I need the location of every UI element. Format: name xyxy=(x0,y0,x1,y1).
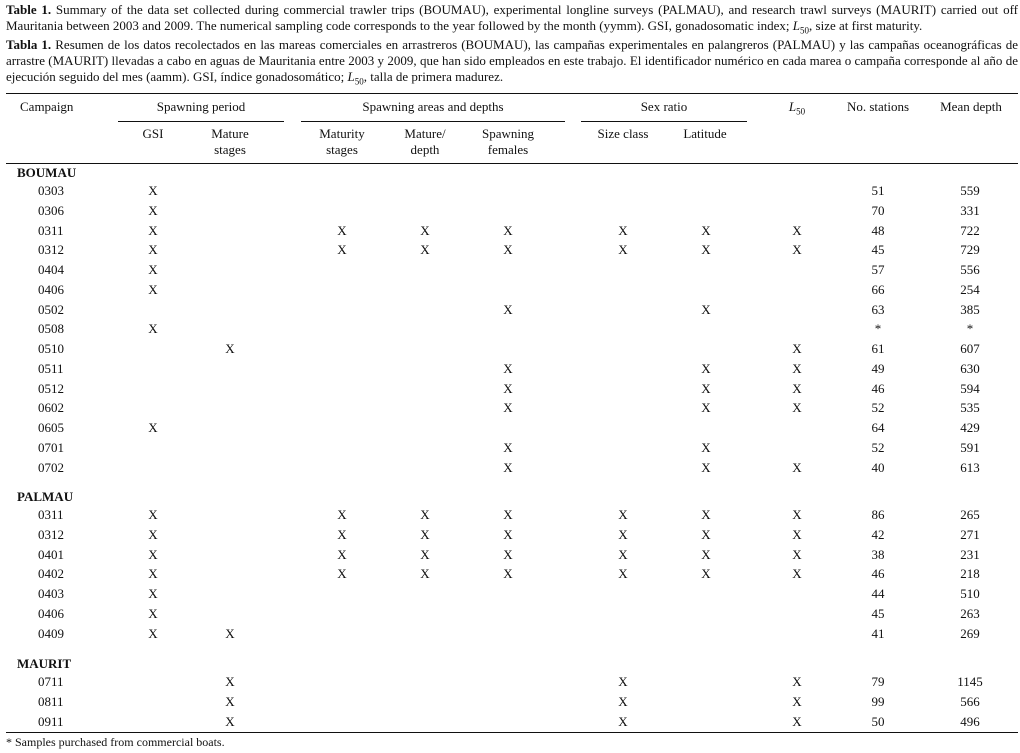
caption-text: Summary of the data set collected during commercial trawler trips (BOUMAU), experimental longline surveys (PALMAU), and research trawl surveys (MAURIT) carried out off Mauritania between 2003 and 2009. The numerical sampling code corresponds to the year followed by the month (yymm). GSI, gonadosomatic index; xyxy=(6,2,1018,33)
depth-value: 559 xyxy=(960,183,980,198)
mark-spawnf: X xyxy=(503,526,513,542)
stations-value: 48 xyxy=(871,222,885,238)
mark-gsi: X xyxy=(148,183,158,198)
mark-maturity: X xyxy=(337,546,347,562)
depth-value: * xyxy=(966,321,974,337)
campaign-code: 0311 xyxy=(38,222,64,238)
mark-size: X xyxy=(618,526,628,542)
mark-gsi: X xyxy=(148,242,158,258)
footnote: * Samples purchased from commercial boats. xyxy=(6,735,225,749)
header-stations: No. stations xyxy=(846,99,910,114)
header-campaign: Campaign xyxy=(20,99,74,114)
depth-value: 331 xyxy=(960,202,980,218)
campaign-code: 0512 xyxy=(38,380,64,396)
mark-maturity: X xyxy=(337,566,347,582)
stations-value: 42 xyxy=(871,526,885,542)
caption-english xyxy=(6,2,1018,39)
mark-lat: X xyxy=(701,459,711,475)
campaign-code: 0511 xyxy=(38,360,64,376)
header-spawning-areas: Spawning areas and depths xyxy=(362,99,504,114)
header-l50-subscript: 50 xyxy=(796,106,806,117)
depth-value: 385 xyxy=(960,301,980,317)
stations-value: 44 xyxy=(871,586,885,601)
depth-value: 254 xyxy=(960,281,980,297)
mark-spawnf: X xyxy=(503,301,513,317)
stations-value: 70 xyxy=(871,202,885,218)
spawning-areas-rule xyxy=(301,121,565,122)
campaign-code: 0409 xyxy=(38,625,64,641)
mark-size: X xyxy=(618,674,628,689)
mark-gsi: X xyxy=(148,546,158,562)
mark-spawnf: X xyxy=(503,242,513,258)
campaign-code: 0306 xyxy=(38,202,64,218)
depth-value: 729 xyxy=(960,242,980,258)
stations-value: 57 xyxy=(871,262,885,277)
mark-mdepth: X xyxy=(420,242,430,258)
mark-l50: X xyxy=(792,546,802,562)
depth-value: 429 xyxy=(960,420,980,435)
caption-spanish xyxy=(6,37,1018,90)
mark-gsi: X xyxy=(148,526,158,542)
campaign-code: 0701 xyxy=(38,439,64,455)
mark-lat: X xyxy=(701,360,711,376)
mark-size: X xyxy=(618,222,628,238)
campaign-code: 0403 xyxy=(38,586,64,601)
stations-value: 46 xyxy=(871,380,885,396)
mark-spawnf: X xyxy=(503,360,513,376)
mark-size: X xyxy=(618,507,628,522)
depth-value: 263 xyxy=(960,605,980,621)
depth-value: 630 xyxy=(960,360,980,376)
depth-value: 607 xyxy=(960,341,980,356)
campaign-code: 0711 xyxy=(38,674,64,689)
mark-gsi: X xyxy=(148,566,158,582)
campaign-code: 0911 xyxy=(38,713,64,729)
campaign-code: 0605 xyxy=(38,420,64,435)
depth-value: 1145 xyxy=(957,674,983,689)
mark-lat: X xyxy=(701,301,711,317)
caption-label: Tabla 1. xyxy=(6,37,52,52)
caption-text-end: , size at first maturity. xyxy=(809,18,923,33)
mark-gsi: X xyxy=(148,507,158,522)
group-label: PALMAU xyxy=(17,489,74,504)
mark-l50: X xyxy=(792,242,802,258)
mark-lat: X xyxy=(701,222,711,238)
header-spawning-females-line2: females xyxy=(487,142,529,157)
depth-value: 591 xyxy=(960,439,980,455)
mark-spawnf: X xyxy=(503,380,513,396)
campaign-code: 0312 xyxy=(38,526,64,542)
mark-maturity: X xyxy=(337,507,347,522)
mark-maturity: X xyxy=(337,526,347,542)
campaign-code: 0312 xyxy=(38,242,64,258)
depth-value: 535 xyxy=(960,400,980,416)
stations-value: 52 xyxy=(871,439,885,455)
mark-spawnf: X xyxy=(503,507,513,522)
mark-size: X xyxy=(618,546,628,562)
mark-spawnf: X xyxy=(503,439,513,455)
mark-size: X xyxy=(618,242,628,258)
header-spawning-females-line1: Spawning xyxy=(482,126,534,141)
mark-mdepth: X xyxy=(420,566,430,582)
mark-mature: X xyxy=(225,341,235,356)
header-maturity-line2: stages xyxy=(326,142,358,157)
l50-symbol: L xyxy=(347,69,355,84)
mark-gsi: X xyxy=(148,262,158,277)
campaign-code: 0401 xyxy=(38,546,64,562)
depth-value: 510 xyxy=(960,586,980,601)
header-mature-depth-line2: depth xyxy=(410,142,440,157)
stations-value: 52 xyxy=(871,400,885,416)
mark-lat: X xyxy=(701,566,711,582)
header-sex-ratio: Sex ratio xyxy=(640,99,688,114)
stations-value: 99 xyxy=(871,693,885,709)
depth-value: 594 xyxy=(960,380,980,396)
sex-ratio-rule xyxy=(581,121,747,122)
mark-gsi: X xyxy=(148,202,158,218)
stations-value: 79 xyxy=(871,674,885,689)
mark-l50: X xyxy=(792,713,802,729)
campaign-code: 0404 xyxy=(38,262,64,277)
mark-spawnf: X xyxy=(503,459,513,475)
mark-lat: X xyxy=(701,380,711,396)
l50-subscript: 50 xyxy=(800,25,810,36)
mark-lat: X xyxy=(701,546,711,562)
campaign-code: 0508 xyxy=(38,321,64,337)
mark-mature: X xyxy=(225,693,235,709)
depth-value: 265 xyxy=(960,507,980,522)
header-mature-stages xyxy=(189,126,271,158)
mark-spawnf: X xyxy=(503,400,513,416)
stations-value: 40 xyxy=(871,459,885,475)
spawning-period-rule xyxy=(118,121,284,122)
depth-value: 231 xyxy=(960,546,980,562)
mark-spawnf: X xyxy=(503,546,513,562)
stations-value: 45 xyxy=(871,605,885,621)
campaign-code: 0402 xyxy=(38,566,64,582)
campaign-code: 0303 xyxy=(38,183,64,198)
mark-spawnf: X xyxy=(503,566,513,582)
depth-value: 566 xyxy=(960,693,980,709)
mark-size: X xyxy=(618,566,628,582)
mark-l50: X xyxy=(792,693,802,709)
caption-label: Table 1. xyxy=(6,2,52,17)
depth-value: 496 xyxy=(960,713,980,729)
mark-lat: X xyxy=(701,439,711,455)
mark-gsi: X xyxy=(148,281,158,297)
mark-lat: X xyxy=(701,507,711,522)
header-size-class: Size class xyxy=(597,126,649,141)
stations-value: 49 xyxy=(871,360,885,376)
stations-value: 63 xyxy=(871,301,885,317)
mark-lat: X xyxy=(701,526,711,542)
stations-value: 50 xyxy=(871,713,885,729)
mark-mdepth: X xyxy=(420,526,430,542)
stations-value: 41 xyxy=(871,625,885,641)
campaign-code: 0406 xyxy=(38,605,64,621)
campaign-code: 0811 xyxy=(38,693,64,709)
header-mature-depth xyxy=(385,126,465,158)
mark-maturity: X xyxy=(337,222,347,238)
mark-maturity: X xyxy=(337,242,347,258)
depth-value: 613 xyxy=(960,459,980,475)
mark-gsi: X xyxy=(148,420,158,435)
caption-text-end: , talla de primera madurez. xyxy=(363,69,504,84)
depth-value: 556 xyxy=(960,262,980,277)
mark-lat: X xyxy=(701,400,711,416)
stations-value: 86 xyxy=(871,507,885,522)
table-bottom-rule xyxy=(6,732,1018,733)
l50-symbol: L xyxy=(792,18,801,33)
mark-l50: X xyxy=(792,222,802,238)
group-label: BOUMAU xyxy=(17,165,77,180)
mark-gsi: X xyxy=(148,586,158,601)
mark-l50: X xyxy=(792,400,802,416)
header-spawning-females xyxy=(463,126,553,158)
header-mature-line2: stages xyxy=(214,142,246,157)
stations-value: * xyxy=(874,321,882,337)
mark-spawnf: X xyxy=(503,222,513,238)
mark-gsi: X xyxy=(148,625,158,641)
header-latitude: Latitude xyxy=(683,126,727,141)
mark-l50: X xyxy=(792,674,802,689)
header-depth: Mean depth xyxy=(940,99,1002,114)
mark-l50: X xyxy=(792,459,802,475)
mark-mature: X xyxy=(225,674,235,689)
caption-text: Resumen de los datos recolectados en las mareas comerciales en arrastreros (BOUMAU), las campañas experimentales en palangreros (PALMAU) y las campañas oceanográficas de arrastre (MAURIT) llevadas a cabo en aguas de Mauritania entre 2003 y 2009, que han sido empleados en este trabajo. El identificador numérico en cada marea o campaña corresponde al año de ejecución seguido del mes (aamm). GSI, índice gonadosomático; xyxy=(6,37,1018,84)
header-l50-letter: L xyxy=(788,99,797,114)
header-gsi: GSI xyxy=(142,126,164,141)
mark-l50: X xyxy=(792,341,802,356)
mark-l50: X xyxy=(792,380,802,396)
l50-subscript: 50 xyxy=(354,76,364,87)
table-top-rule xyxy=(6,93,1018,94)
mark-l50: X xyxy=(792,507,802,522)
mark-l50: X xyxy=(792,526,802,542)
header-maturity-line1: Maturity xyxy=(319,126,365,141)
mark-mature: X xyxy=(225,625,235,641)
mark-mature: X xyxy=(225,713,235,729)
mark-size: X xyxy=(618,713,628,729)
header-mature-line1: Mature xyxy=(211,126,249,141)
mark-mdepth: X xyxy=(420,507,430,522)
campaign-code: 0602 xyxy=(38,400,64,416)
campaign-code: 0502 xyxy=(38,301,64,317)
mark-l50: X xyxy=(792,566,802,582)
mark-l50: X xyxy=(792,360,802,376)
depth-value: 218 xyxy=(960,566,980,582)
header-l50 xyxy=(767,99,827,120)
mark-lat: X xyxy=(701,242,711,258)
stations-value: 61 xyxy=(871,341,885,356)
group-label: MAURIT xyxy=(17,656,72,671)
mark-gsi: X xyxy=(148,605,158,621)
stations-value: 46 xyxy=(871,566,885,582)
mark-gsi: X xyxy=(148,222,158,238)
campaign-code: 0702 xyxy=(38,459,64,475)
stations-value: 45 xyxy=(871,242,885,258)
mark-gsi: X xyxy=(148,321,158,337)
mark-mdepth: X xyxy=(420,546,430,562)
depth-value: 722 xyxy=(960,222,980,238)
header-maturity-stages xyxy=(302,126,382,158)
campaign-code: 0510 xyxy=(38,341,64,356)
stations-value: 51 xyxy=(871,183,885,198)
depth-value: 269 xyxy=(960,625,980,641)
header-spawning-period: Spawning period xyxy=(156,99,246,114)
header-mature-depth-line1: Mature/ xyxy=(404,126,446,141)
stations-value: 64 xyxy=(871,420,885,435)
campaign-code: 0311 xyxy=(38,507,64,522)
depth-value: 271 xyxy=(960,526,980,542)
campaign-code: 0406 xyxy=(38,281,64,297)
mark-size: X xyxy=(618,693,628,709)
mark-mdepth: X xyxy=(420,222,430,238)
stations-value: 66 xyxy=(871,281,885,297)
header-bottom-rule xyxy=(6,163,1018,164)
stations-value: 38 xyxy=(871,546,885,562)
